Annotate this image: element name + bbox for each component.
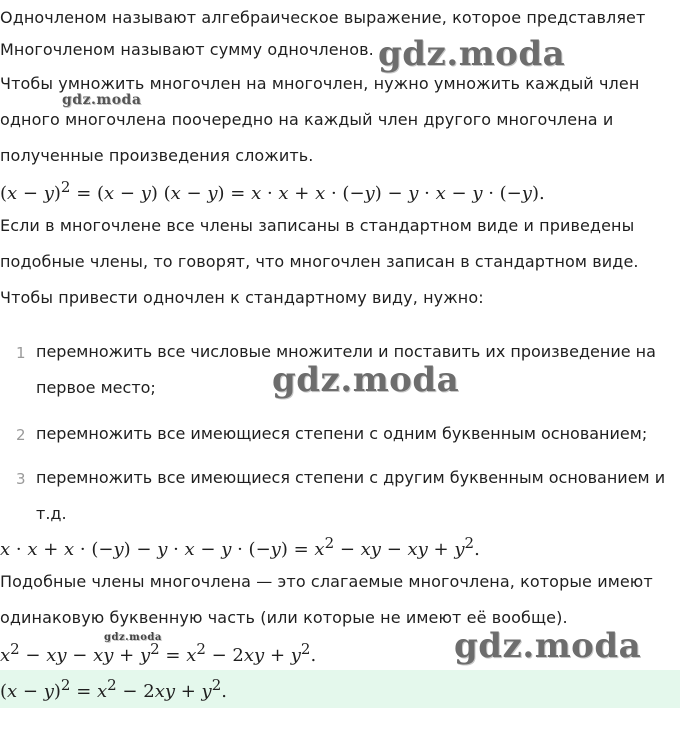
list-item-number: 1	[16, 344, 26, 362]
paragraph-polynomial-definition: Многочленом называют сумму одночленов.	[0, 40, 374, 59]
paragraph-like-terms-line-2: одинаковую буквенную часть (или которые не имеют её вообще).	[0, 608, 568, 627]
watermark-logo: gdz.moda	[104, 632, 162, 643]
paragraph-monomial-definition: Одночленом называют алгебраическое выражение, которое представляет	[0, 8, 646, 27]
paragraph-multiply-line-3: полученные произведения сложить.	[0, 146, 314, 165]
paragraph-like-terms-line-1: Подобные члены многочлена — это слагаемые многочлена, которые имеют	[0, 572, 653, 591]
list-item-text: перемножить все числовые множители и поставить их произведение на	[36, 342, 656, 361]
watermark-logo: gdz.moda	[454, 626, 642, 666]
paragraph-standard-form-line-2: подобные члены, то говорят, что многочлен записан в стандартном виде.	[0, 252, 639, 271]
list-item-number: 2	[16, 426, 26, 444]
watermark-logo: gdz.moda	[378, 34, 566, 74]
paragraph-steps-intro: Чтобы привести одночлен к стандартному виду, нужно:	[0, 288, 484, 307]
list-item-text: перемножить все имеющиеся степени с другим буквенным основанием и	[36, 468, 666, 487]
paragraph-multiply-line-2: одного многочлена поочередно на каждый член другого многочлена и	[0, 110, 614, 129]
watermark-logo: gdz.moda	[272, 360, 460, 400]
paragraph-standard-form-line-1: Если в многочлене все члены записаны в стандартном виде и приведены	[0, 216, 635, 235]
formula-expansion: $(x - y)^2 = (x - y)$ (x − y) = x · x + x · (−y) − y · x − y · (−y).	[0, 178, 545, 204]
list-item-text: первое место;	[36, 378, 156, 397]
formula-result: $(x - y)^2 = x^2 - 2xy + y^2$.	[0, 676, 227, 702]
watermark-logo: gdz.moda	[62, 92, 142, 108]
list-item-number: 3	[16, 470, 26, 488]
formula-simplified-terms: $x \cdot x + x \cdot (-y) - y \cdot x - y \cdot (-y) = x^2$ − xy − xy + $y^2$.	[0, 534, 480, 560]
list-item-text: т.д.	[36, 504, 67, 523]
list-item-text: перемножить все имеющиеся степени с одним буквенным основанием;	[36, 424, 648, 443]
paragraph-multiply-line-1: Чтобы умножить многочлен на многочлен, нужно умножить каждый член	[0, 74, 640, 93]
formula-combine-like-terms: $x^2$ − xy − xy + $y^2 = x^2 - 2xy + y^2$.	[0, 640, 317, 666]
